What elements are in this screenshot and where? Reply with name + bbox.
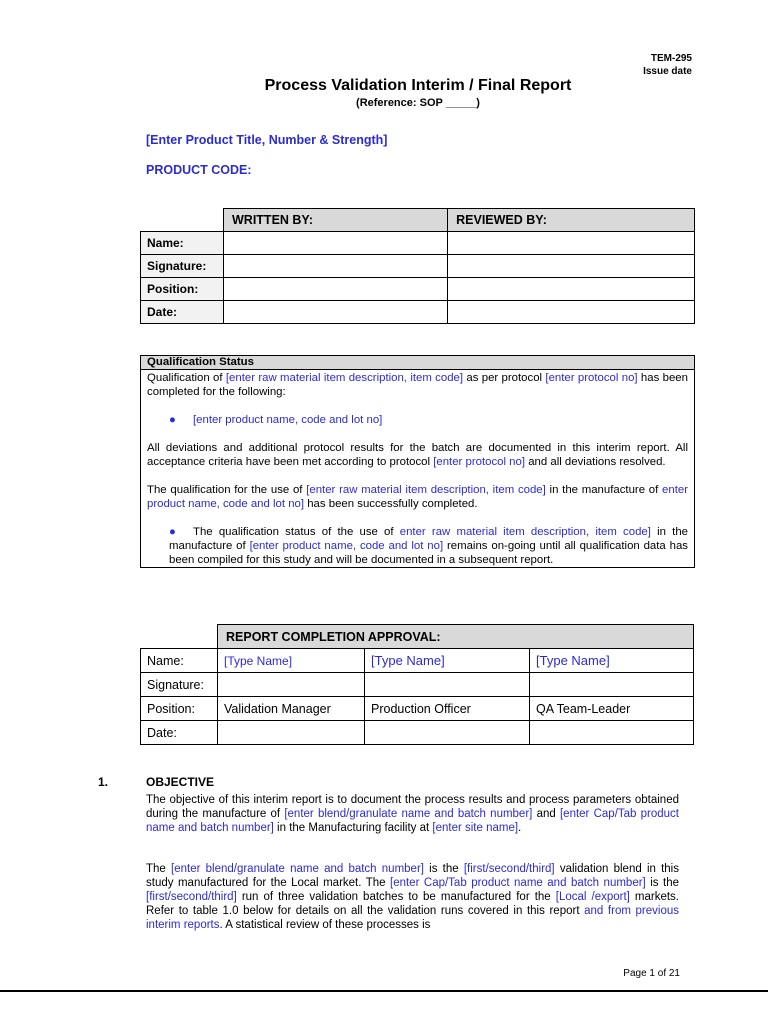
row-label: Position:	[141, 278, 224, 301]
section-title: OBJECTIVE	[146, 775, 215, 789]
blend-placeholder[interactable]: [enter blend/granulate name and batch number]	[171, 863, 424, 875]
written-position-field[interactable]	[224, 278, 448, 301]
row-label: Position:	[141, 697, 218, 721]
qualification-paragraph: All deviations and additional protocol results for the batch are documented in this interim report. All acceptance criteria have been met according to protocol [enter protocol no] and all deviations resolved.	[147, 442, 688, 468]
footer-divider	[0, 990, 768, 992]
product-placeholder[interactable]: enter product name, code and lot no]	[147, 484, 688, 510]
interim-reports-placeholder[interactable]: and from previous interim reports	[146, 905, 679, 931]
written-by-header: WRITTEN BY:	[224, 209, 448, 232]
reviewed-date-field[interactable]	[448, 301, 695, 324]
product-placeholder[interactable]: [enter product name, code and lot no]	[193, 414, 383, 426]
material-placeholder[interactable]: [enter raw material item description, item code]	[306, 484, 546, 496]
site-placeholder[interactable]: [enter site name]	[432, 822, 519, 834]
name-placeholder[interactable]: [Type Name]	[365, 649, 530, 673]
qualification-status-box	[140, 355, 695, 568]
signature-field[interactable]	[218, 673, 365, 697]
reviewed-name-field[interactable]	[448, 232, 695, 255]
row-label: Date:	[141, 301, 224, 324]
written-name-field[interactable]	[224, 232, 448, 255]
protocol-placeholder[interactable]: [enter protocol no]	[433, 456, 526, 468]
objective-paragraph: The [enter blend/granulate name and batch number] is the [first/second/third] validation blend in this study manufactured for the Local market. The [enter Cap/Tab product name and batch number] is the [first/second/third] run of three validation batches to be manufactured for the [Local /export] markets. Refer to table 1.0 below for details on all the validation runs covered in this report and from previous interim reports. A statistical review of these processes is	[146, 863, 680, 931]
market-placeholder[interactable]: [Local /export]	[555, 891, 630, 903]
product-batch-placeholder[interactable]: [enter Cap/Tab product name and batch number]	[146, 808, 680, 834]
date-field[interactable]	[530, 721, 694, 745]
bullet-item: ● The qualification status of the use of enter raw material item description, item code] in the manufacture of [enter product name, code and lot no] remains on-going until all qualification data has been compiled for this study and will be documented in a subsequent report.	[169, 526, 688, 566]
row-label: Date:	[141, 721, 218, 745]
qualification-paragraph: The qualification for the use of [enter raw material item description, item code] in the manufacture of enter product name, code and lot no] has been successfully completed.	[147, 484, 688, 510]
date-field[interactable]	[365, 721, 530, 745]
row-label: Name:	[141, 232, 224, 255]
corner-cell	[141, 209, 224, 232]
section-number: 1.	[98, 775, 109, 789]
approval-table	[140, 624, 694, 745]
document-code	[643, 52, 692, 78]
position-value: Production Officer	[365, 697, 530, 721]
row-label: Signature:	[141, 673, 218, 697]
row-label: Signature:	[141, 255, 224, 278]
reviewed-signature-field[interactable]	[448, 255, 695, 278]
approval-heading: REPORT COMPLETION APPROVAL:	[218, 625, 694, 649]
blend-placeholder[interactable]: [enter blend/granulate name and batch number]	[284, 808, 533, 820]
corner-cell	[141, 625, 218, 649]
protocol-placeholder[interactable]: [enter protocol no]	[545, 372, 638, 384]
reviewed-position-field[interactable]	[448, 278, 695, 301]
signature-field[interactable]	[365, 673, 530, 697]
run-order-placeholder[interactable]: [first/second/third]	[463, 863, 555, 875]
page-title: Process Validation Interim / Final Report	[264, 77, 572, 94]
name-placeholder[interactable]: [Type Name]	[530, 649, 694, 673]
signature-field[interactable]	[530, 673, 694, 697]
qualification-heading: Qualification Status	[141, 356, 694, 370]
written-date-field[interactable]	[224, 301, 448, 324]
name-placeholder[interactable]: [Type Name]	[218, 649, 365, 673]
position-value: Validation Manager	[218, 697, 365, 721]
row-label: Name:	[141, 649, 218, 673]
doc-code: TEM-295	[650, 53, 692, 64]
run-order-placeholder[interactable]: [first/second/third]	[146, 891, 237, 903]
product-placeholder[interactable]: [enter product name, code and lot no]	[249, 540, 444, 552]
objective-paragraph: The objective of this interim report is to document the process results and process parameters obtained during the manufacture of [enter blend/granulate name and batch number] and [enter Cap/Tab product name and batch number] in the Manufacturing facility at [enter site name].	[146, 794, 680, 834]
date-field[interactable]	[218, 721, 365, 745]
bullet-icon: ●	[169, 414, 176, 426]
product-title-placeholder[interactable]: [Enter Product Title, Number & Strength]	[146, 133, 388, 147]
reviewed-by-header: REVIEWED BY:	[448, 209, 695, 232]
bullet-item	[147, 413, 688, 427]
material-placeholder[interactable]: [enter raw material item description, item code]	[225, 372, 464, 384]
issue-date-label: Issue date	[643, 66, 692, 77]
sop-reference: (Reference: SOP _____)	[356, 97, 480, 109]
qualification-paragraph: Qualification of [enter raw material item description, item code] as per protocol [enter protocol no] has been completed for the following:	[147, 372, 688, 398]
written-signature-field[interactable]	[224, 255, 448, 278]
page-number: Page 1 of 21	[623, 968, 680, 979]
signoff-table	[140, 208, 695, 324]
product-code-label: PRODUCT CODE:	[146, 163, 252, 177]
product-batch-placeholder[interactable]: [enter Cap/Tab product name and batch number]	[390, 877, 646, 889]
bullet-icon: ●	[169, 526, 176, 538]
material-placeholder[interactable]: enter raw material item description, item code]	[399, 526, 651, 538]
position-value: QA Team-Leader	[530, 697, 694, 721]
